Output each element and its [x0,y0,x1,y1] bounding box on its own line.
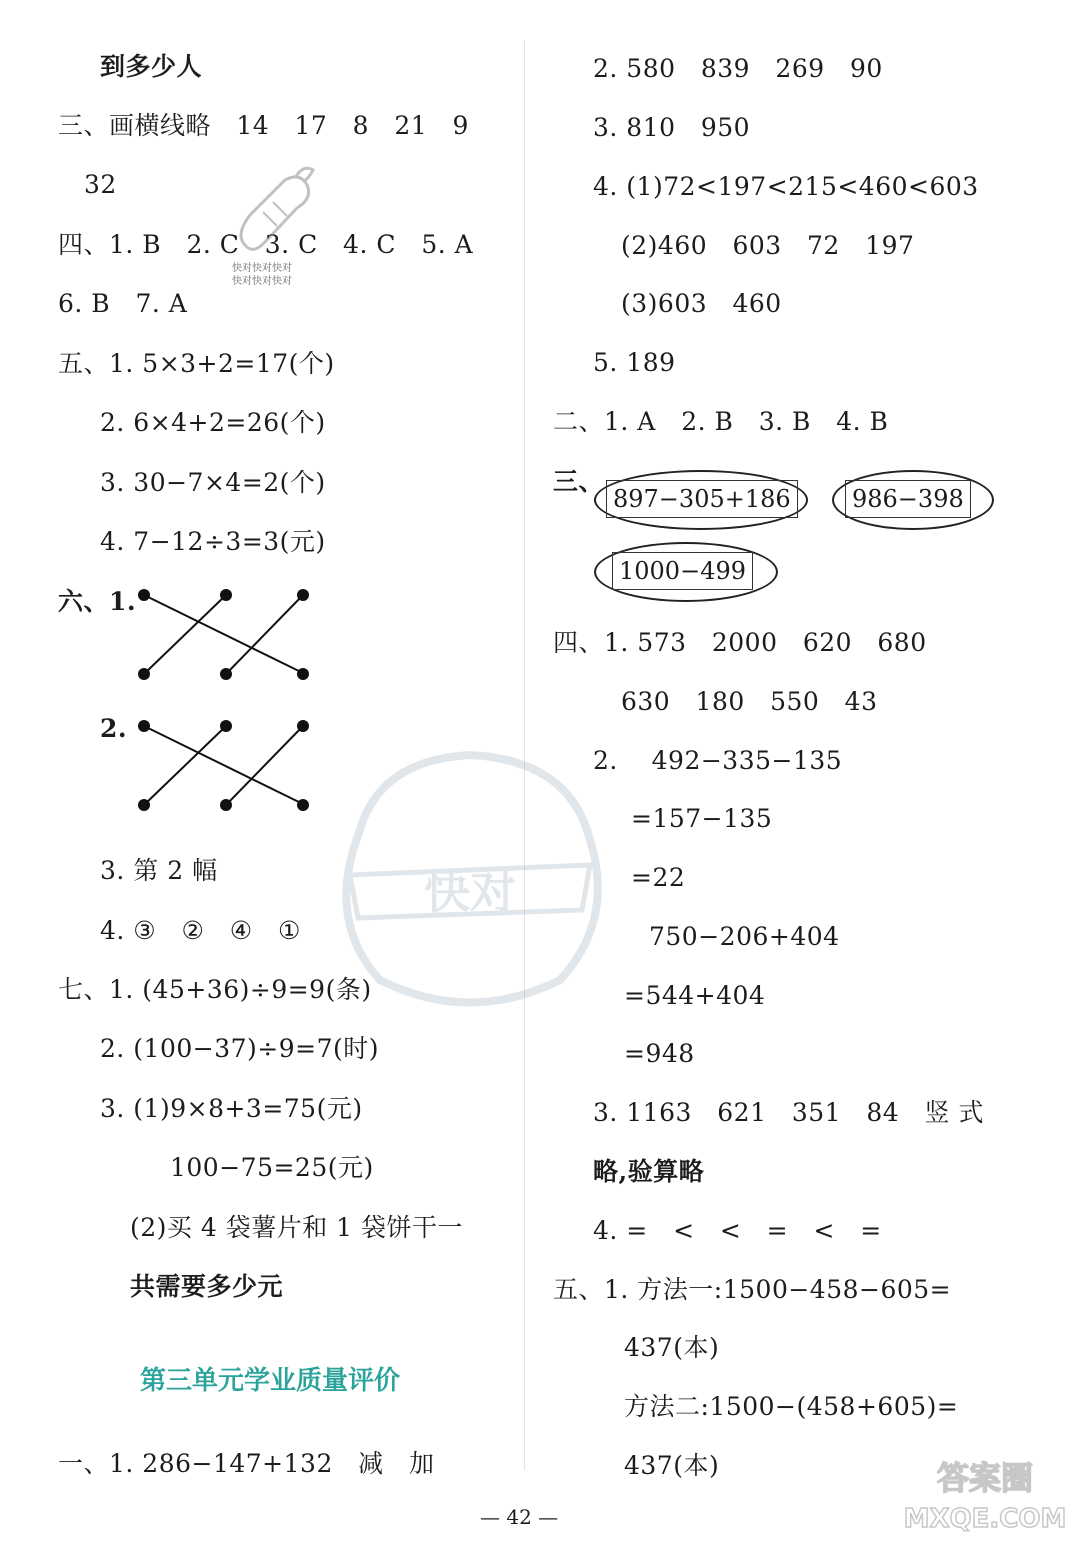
left-line: (2)买 4 袋薯片和 1 袋饼干一 [130,1213,464,1242]
left-line: 100−75=25(元) [170,1153,374,1182]
left-line: 四、1. B 2. C 3. C 4. C 5. A [58,230,474,259]
right-line: 略,验算略 [593,1157,705,1186]
answer-box: 986−398 [845,480,971,518]
right-line: 437(本) [624,1451,720,1480]
svg-text:MXQE.COM: MXQE.COM [903,1504,1067,1534]
right-line: =157−135 [631,804,773,833]
right-line: (2)460 603 72 197 [621,231,915,260]
carrot-logo-icon [225,160,325,260]
right-line: 5. 189 [593,348,676,377]
left-line: 2. (100−37)÷9=7(时) [100,1034,379,1063]
right-line: 二、1. A 2. B 3. B 4. B [553,407,889,436]
right-line: (3)603 460 [621,289,782,318]
right-line: =948 [624,1039,695,1068]
right-line: 方法二:1500−(458+605)= [624,1392,959,1421]
right-line: =544+404 [624,981,766,1010]
left-line: 六、1. [58,587,137,616]
section-title: 第三单元学业质量评价 [140,1366,401,1396]
left-line: 七、1. (45+36)÷9=9(条) [58,975,372,1004]
left-line: 到多少人 [100,52,203,81]
left-line: 五、1. 5×3+2=17(个) [58,349,335,378]
left-line: 3. 30−7×4=2(个) [100,468,326,497]
site-watermark [900,1455,1070,1535]
right-line: 750−206+404 [649,922,840,951]
right-line: 2. 580 839 269 90 [593,54,883,83]
right-line: 2. 492−335−135 [593,746,843,775]
left-line: 共需要多少元 [130,1272,284,1301]
right-line: 3. 1163 621 351 84 竖 式 [593,1098,984,1127]
matching-diagram-1 [130,583,320,688]
matching-diagram-2 [130,713,320,818]
right-line: =22 [631,863,686,892]
right-line: 四、1. 573 2000 620 680 [553,628,927,657]
answer-box: 897−305+186 [606,480,798,518]
left-line: 3. (1)9×8+3=75(元) [100,1094,363,1123]
right-line: 五、1. 方法一:1500−458−605= [553,1275,952,1304]
right-line: 3. 810 950 [593,113,751,142]
left-line: 32 [84,170,117,199]
left-line: 一、1. 286−147+132 减 加 [58,1449,435,1478]
svg-text:快对: 快对 [424,865,516,919]
watermark-stamp [320,740,620,1020]
right-line: 437(本) [624,1333,720,1362]
left-line: 2. [100,714,128,743]
right-line: 630 180 550 43 [621,687,878,716]
left-line: 三、画横线略 14 17 8 21 9 [58,111,469,140]
right-line: 三、 [553,467,605,496]
svg-text:答案圈: 答案圈 [936,1459,1034,1497]
left-line: 6. B 7. A [58,289,188,318]
left-line: 3. 第 2 幅 [100,856,218,885]
answer-box: 1000−499 [612,552,753,590]
left-line: 4. 7−12÷3=3(元) [100,527,326,556]
watermark-caption: 快对快对快对 快对快对快对 [232,263,292,287]
right-line: 4. (1)72<197<215<460<603 [593,172,979,201]
left-line: 4. ③ ② ④ ① [100,916,301,945]
page-number: — 42 — [480,1505,559,1529]
right-line: 4. = < < = < = [593,1216,882,1245]
left-line: 2. 6×4+2=26(个) [100,408,326,437]
